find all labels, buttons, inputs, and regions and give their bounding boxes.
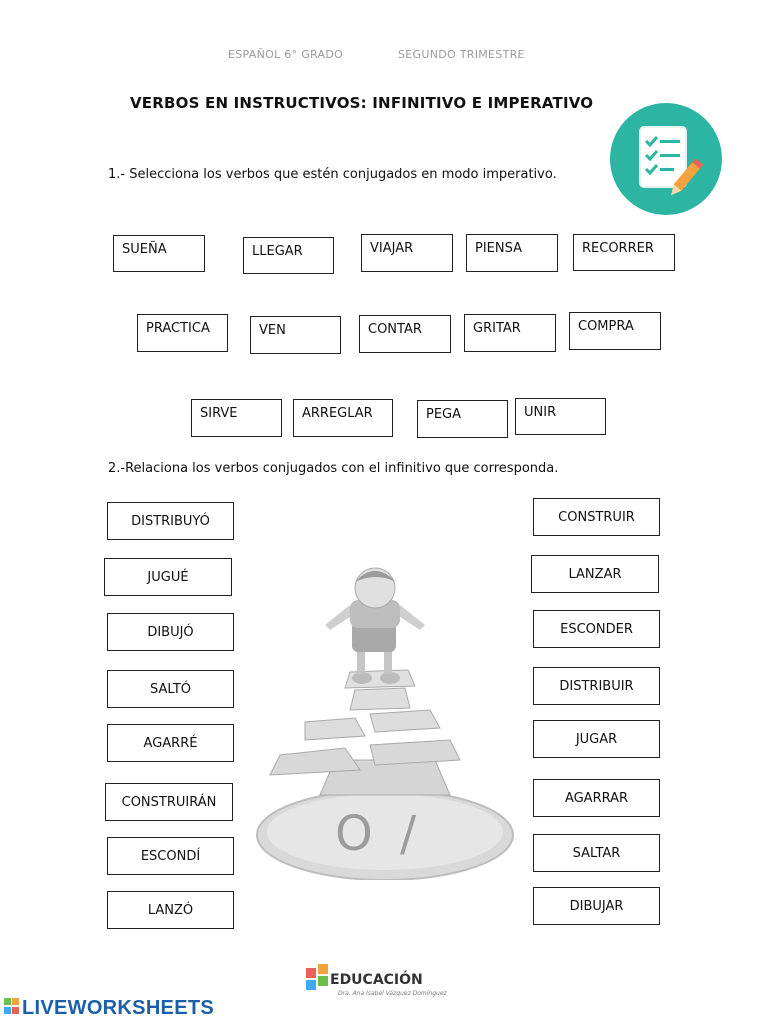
word-box-contar[interactable]: CONTAR — [359, 315, 451, 353]
word-box-practica[interactable]: PRACTICA — [137, 314, 228, 352]
infinitive-esconder[interactable]: ESCONDER — [533, 610, 660, 648]
infinitive-construir[interactable]: CONSTRUIR — [533, 498, 660, 536]
conjugated-escondi[interactable]: ESCONDÍ — [107, 837, 234, 875]
word-box-viajar[interactable]: VIAJAR — [361, 234, 453, 272]
instruction-1: 1.- Selecciona los verbos que estén conjugados en modo imperativo. — [108, 167, 557, 182]
header-term: SEGUNDO TRIMESTRE — [398, 48, 525, 61]
infinitive-dibujar[interactable]: DIBUJAR — [533, 887, 660, 925]
educacion-logo-text: EDUCACIÓN — [330, 972, 423, 988]
infinitive-saltar[interactable]: SALTAR — [533, 834, 660, 872]
svg-text:O: O — [335, 806, 373, 862]
conjugated-salto[interactable]: SALTÓ — [107, 670, 234, 708]
educacion-logo-subtitle: Dra. Ana Isabel Vázquez Domínguez — [338, 990, 447, 997]
conjugated-distribuyo[interactable]: DISTRIBUYÓ — [107, 502, 234, 540]
word-box-gritar[interactable]: GRITAR — [464, 314, 556, 352]
word-box-sirve[interactable]: SIRVE — [191, 399, 282, 437]
word-box-piensa[interactable]: PIENSA — [466, 234, 558, 272]
infinitive-agarrar[interactable]: AGARRAR — [533, 779, 660, 817]
checklist-pencil-icon — [610, 103, 722, 215]
conjugated-lanzo[interactable]: LANZÓ — [107, 891, 234, 929]
infinitive-distribuir[interactable]: DISTRIBUIR — [533, 667, 660, 705]
conjugated-agarre[interactable]: AGARRÉ — [107, 724, 234, 762]
instruction-2: 2.-Relaciona los verbos conjugados con el infinitivo que corresponda. — [108, 461, 559, 476]
liveworksheets-brand[interactable]: LIVEWORKSHEETS — [22, 997, 214, 1019]
conjugated-jugue[interactable]: JUGUÉ — [104, 558, 232, 596]
liveworksheets-logo-icon — [4, 996, 20, 1016]
word-box-arreglar[interactable]: ARREGLAR — [293, 399, 393, 437]
word-box-suena[interactable]: SUEÑA — [113, 235, 205, 272]
word-box-llegar[interactable]: LLEGAR — [243, 237, 334, 274]
page-title: VERBOS EN INSTRUCTIVOS: INFINITIVO E IMPERATIVO — [130, 94, 594, 112]
word-box-compra[interactable]: COMPRA — [569, 312, 661, 350]
header-subject: ESPAÑOL 6° GRADO — [228, 48, 344, 61]
conjugated-construiran[interactable]: CONSTRUIRÁN — [105, 783, 233, 821]
word-box-ven[interactable]: VEN — [250, 316, 341, 354]
child-hopscotch-illustration — [250, 560, 520, 880]
infinitive-lanzar[interactable]: LANZAR — [531, 555, 659, 593]
word-box-pega[interactable]: PEGA — [417, 400, 508, 438]
conjugated-dibujo[interactable]: DIBUJÓ — [107, 613, 234, 651]
infinitive-jugar[interactable]: JUGAR — [533, 720, 660, 758]
svg-text:/: / — [400, 806, 417, 862]
word-box-unir[interactable]: UNIR — [515, 398, 606, 435]
word-box-recorrer[interactable]: RECORRER — [573, 234, 675, 271]
